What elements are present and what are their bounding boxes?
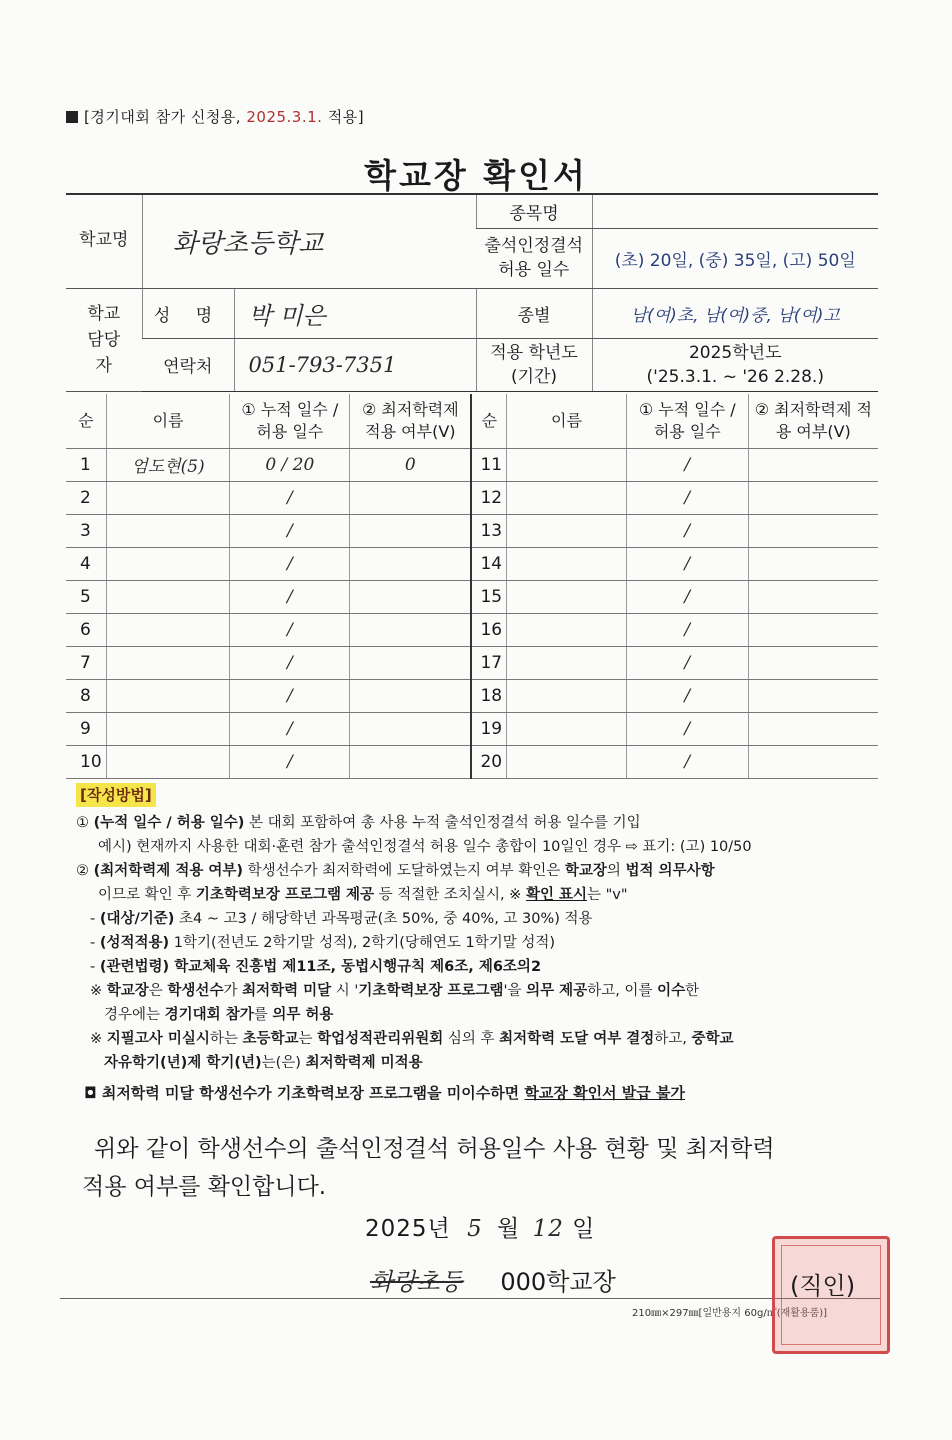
row-minimum (350, 481, 472, 514)
row-name (507, 679, 627, 712)
row-days: / (230, 481, 350, 514)
principal-school-handwritten: 화랑초등 (370, 1268, 463, 1296)
row-number: 17 (471, 646, 506, 679)
row-name (106, 514, 230, 547)
row-minimum (748, 448, 878, 481)
row-minimum (748, 679, 878, 712)
row-minimum (350, 580, 472, 613)
method-line-6: - (성적적용) 1학기(전년도 2학기말 성적), 2학기(당해연도 1학기말 성적) (90, 935, 556, 951)
year-period: ('25.3.1. ~ '26 2.28.) (646, 366, 824, 387)
category-value: 남(여)초, 남(여)중, 남(여)고 (592, 288, 878, 338)
row-minimum (350, 514, 472, 547)
col-no-left: 순 (66, 394, 106, 448)
row-days: / (230, 514, 350, 547)
page-title: 학교장 확인서 (364, 156, 588, 195)
info-table (66, 193, 878, 392)
category-label: 종별 (476, 288, 592, 338)
row-name (507, 580, 627, 613)
row-number: 2 (66, 481, 106, 514)
method-line-9: 경우에는 경기대회 참가를 의무 허용 (104, 1007, 334, 1023)
date-day-unit: 일 (572, 1216, 596, 1242)
contact-label: 연락처 (142, 338, 234, 391)
row-days: / (626, 580, 748, 613)
col-name-left: 이름 (106, 394, 230, 448)
allowed-days-value: (초) 20일, (중) 35일, (고) 50일 (592, 228, 878, 288)
method-line-11: 자유학기(년)제 학기(년)는(은) 최저학력제 미적용 (104, 1055, 423, 1071)
header-note: [경기대회 참가 신청용, 2025.3.1. 적용] (66, 106, 364, 127)
method-line-8: ※ 학교장은 학생선수가 최저학력 미달 시 '기초학력보장 프로그램'을 의무 제공하고, 이를 이수한 (90, 983, 700, 999)
row-minimum (748, 547, 878, 580)
row-name (507, 745, 627, 778)
row-days: / (230, 646, 350, 679)
name-label: 성 명 (142, 288, 234, 338)
method-line-7: - (관련법령) 학교체육 진흥법 제11조, 동법시행규칙 제6조, 제6조의2 (90, 959, 542, 975)
row-days: / (230, 580, 350, 613)
warning-line: ◘ 최저학력 미달 학생선수가 기초학력보장 프로그램을 미이수하면 학교장 확인서 발급 불가 (84, 1084, 685, 1102)
row-name (507, 613, 627, 646)
row-number: 6 (66, 613, 106, 646)
row-number: 4 (66, 547, 106, 580)
date-month-unit: 월 (497, 1216, 521, 1242)
row-days: / (626, 613, 748, 646)
row-number: 9 (66, 712, 106, 745)
row-minimum (350, 679, 472, 712)
contact-value: 051-793-7351 (234, 338, 476, 391)
col-days-right: ① 누적 일수 / 허용 일수 (626, 394, 748, 448)
col-name-right: 이름 (507, 394, 627, 448)
bottom-rule (60, 1298, 880, 1299)
method-line-5: - (대상/기준) 초4 ~ 고3 / 해당학년 과목평균(초 50%, 중 40%, 고 30%) 적용 (90, 911, 593, 927)
table-row (66, 613, 878, 646)
row-number: 18 (471, 679, 506, 712)
row-minimum (748, 712, 878, 745)
row-days: / (626, 646, 748, 679)
row-name (507, 514, 627, 547)
date-year: 2025년 (365, 1216, 451, 1242)
row-number: 15 (471, 580, 506, 613)
issue-date (365, 1210, 595, 1243)
row-number: 8 (66, 679, 106, 712)
row-days: / (626, 712, 748, 745)
col-min-left: ② 최저학력제 적용 여부(V) (350, 394, 472, 448)
table-row (66, 646, 878, 679)
row-days: / (230, 712, 350, 745)
row-name: 엄도현(5) (106, 448, 230, 481)
roster-table (66, 394, 878, 779)
row-name (106, 646, 230, 679)
row-minimum (350, 745, 472, 778)
row-minimum (350, 646, 472, 679)
row-minimum (350, 547, 472, 580)
row-number: 11 (471, 448, 506, 481)
table-row (66, 547, 878, 580)
row-days: / (230, 745, 350, 778)
row-days: 0 / 20 (230, 448, 350, 481)
row-name (106, 547, 230, 580)
row-name (106, 712, 230, 745)
date-month: 5 (467, 1216, 483, 1242)
name-value: 박 미은 (234, 288, 476, 338)
date-day: 12 (532, 1216, 564, 1242)
method-label: [작성방법] (76, 783, 156, 807)
warning-icon: ◘ (84, 1084, 97, 1102)
row-number: 10 (66, 745, 106, 778)
row-days: / (230, 613, 350, 646)
method-line-3: ② (최저학력제 적용 여부) 학생선수가 최저학력에 도달하였는지 여부 확인은 학교장의 법적 의무사항 (76, 863, 715, 879)
method-section (76, 783, 876, 1105)
school-name-label: 학교명 (66, 194, 142, 288)
row-minimum (748, 613, 878, 646)
confirm-line-1: 위와 같이 학생선수의 출석인정결석 허용일수 사용 현황 및 최저학력 (94, 1136, 775, 1162)
row-minimum (748, 646, 878, 679)
row-days: / (626, 514, 748, 547)
row-number: 7 (66, 646, 106, 679)
event-label: 종목명 (476, 194, 592, 228)
method-line-2: 예시) 현재까지 사용한 대회·훈련 참가 출석인정결석 허용 일수 총합이 10일인 경우 ⇨ 표기: (고) 10/50 (98, 839, 752, 855)
principal-label: 000학교장 (500, 1268, 616, 1296)
row-days: / (626, 481, 748, 514)
header-note-date: 2025.3.1. (246, 108, 323, 126)
confirm-line-2: 적용 여부를 확인합니다. (82, 1174, 327, 1200)
row-days: / (626, 679, 748, 712)
table-row (66, 448, 878, 481)
principal-line (370, 1262, 616, 1297)
row-days: / (626, 547, 748, 580)
row-name (106, 580, 230, 613)
roster-body (66, 448, 878, 778)
row-days: / (626, 448, 748, 481)
roster-header (66, 394, 878, 448)
row-name (106, 679, 230, 712)
row-minimum (748, 481, 878, 514)
row-number: 3 (66, 514, 106, 547)
row-name (507, 481, 627, 514)
row-minimum: 0 (350, 448, 472, 481)
row-name (106, 481, 230, 514)
row-name (106, 745, 230, 778)
row-number: 16 (471, 613, 506, 646)
year-value: 2025학년도 (688, 342, 782, 363)
table-row (66, 679, 878, 712)
row-name (106, 613, 230, 646)
event-value (592, 194, 878, 228)
row-number: 13 (471, 514, 506, 547)
row-minimum (350, 712, 472, 745)
row-name (507, 448, 627, 481)
col-no-right: 순 (471, 394, 506, 448)
col-days-left: ① 누적 일수 / 허용 일수 (230, 394, 350, 448)
manager-label: 학교 담당자 (66, 288, 142, 391)
confirmation-text (82, 1130, 872, 1206)
col-min-right: ② 최저학력제 적용 여부(V) (748, 394, 878, 448)
row-minimum (748, 745, 878, 778)
allowed-days-label: 출석인정결석 허용 일수 (476, 228, 592, 288)
table-row (66, 481, 878, 514)
method-line-4: 이므로 확인 후 기초학력보장 프로그램 제공 등 적절한 조치실시, ※ 확인 표시는 "v" (98, 887, 628, 903)
row-name (507, 547, 627, 580)
row-name (507, 646, 627, 679)
row-days: / (626, 745, 748, 778)
row-number: 14 (471, 547, 506, 580)
method-line-1: ① (누적 일수 / 허용 일수) 본 대회 포함하여 총 사용 누적 출석인정결석 허용 일수를 기입 (76, 815, 641, 831)
school-name-value: 화랑초등학교 (142, 194, 476, 288)
row-number: 20 (471, 745, 506, 778)
row-name (507, 712, 627, 745)
table-row (66, 514, 878, 547)
table-row (66, 580, 878, 613)
row-minimum (748, 514, 878, 547)
row-days: / (230, 547, 350, 580)
seal-label: (직인) (790, 1272, 856, 1300)
row-minimum (748, 580, 878, 613)
table-row (66, 745, 878, 778)
paper-spec: 210㎜×297㎜[일반용지 60g/㎡(재활용품)] (632, 1308, 828, 1319)
row-number: 12 (471, 481, 506, 514)
table-row (66, 712, 878, 745)
row-minimum (350, 613, 472, 646)
row-number: 19 (471, 712, 506, 745)
year-cell (592, 338, 878, 391)
year-label: 적용 학년도 (기간) (476, 338, 592, 391)
method-line-10: ※ 지필고사 미실시하는 초등학교는 학업성적관리위원회 심의 후 최저학력 도달 여부 결정하고, 중학교 (90, 1031, 734, 1047)
row-days: / (230, 679, 350, 712)
square-bullet-icon (66, 111, 78, 123)
row-number: 5 (66, 580, 106, 613)
row-number: 1 (66, 448, 106, 481)
